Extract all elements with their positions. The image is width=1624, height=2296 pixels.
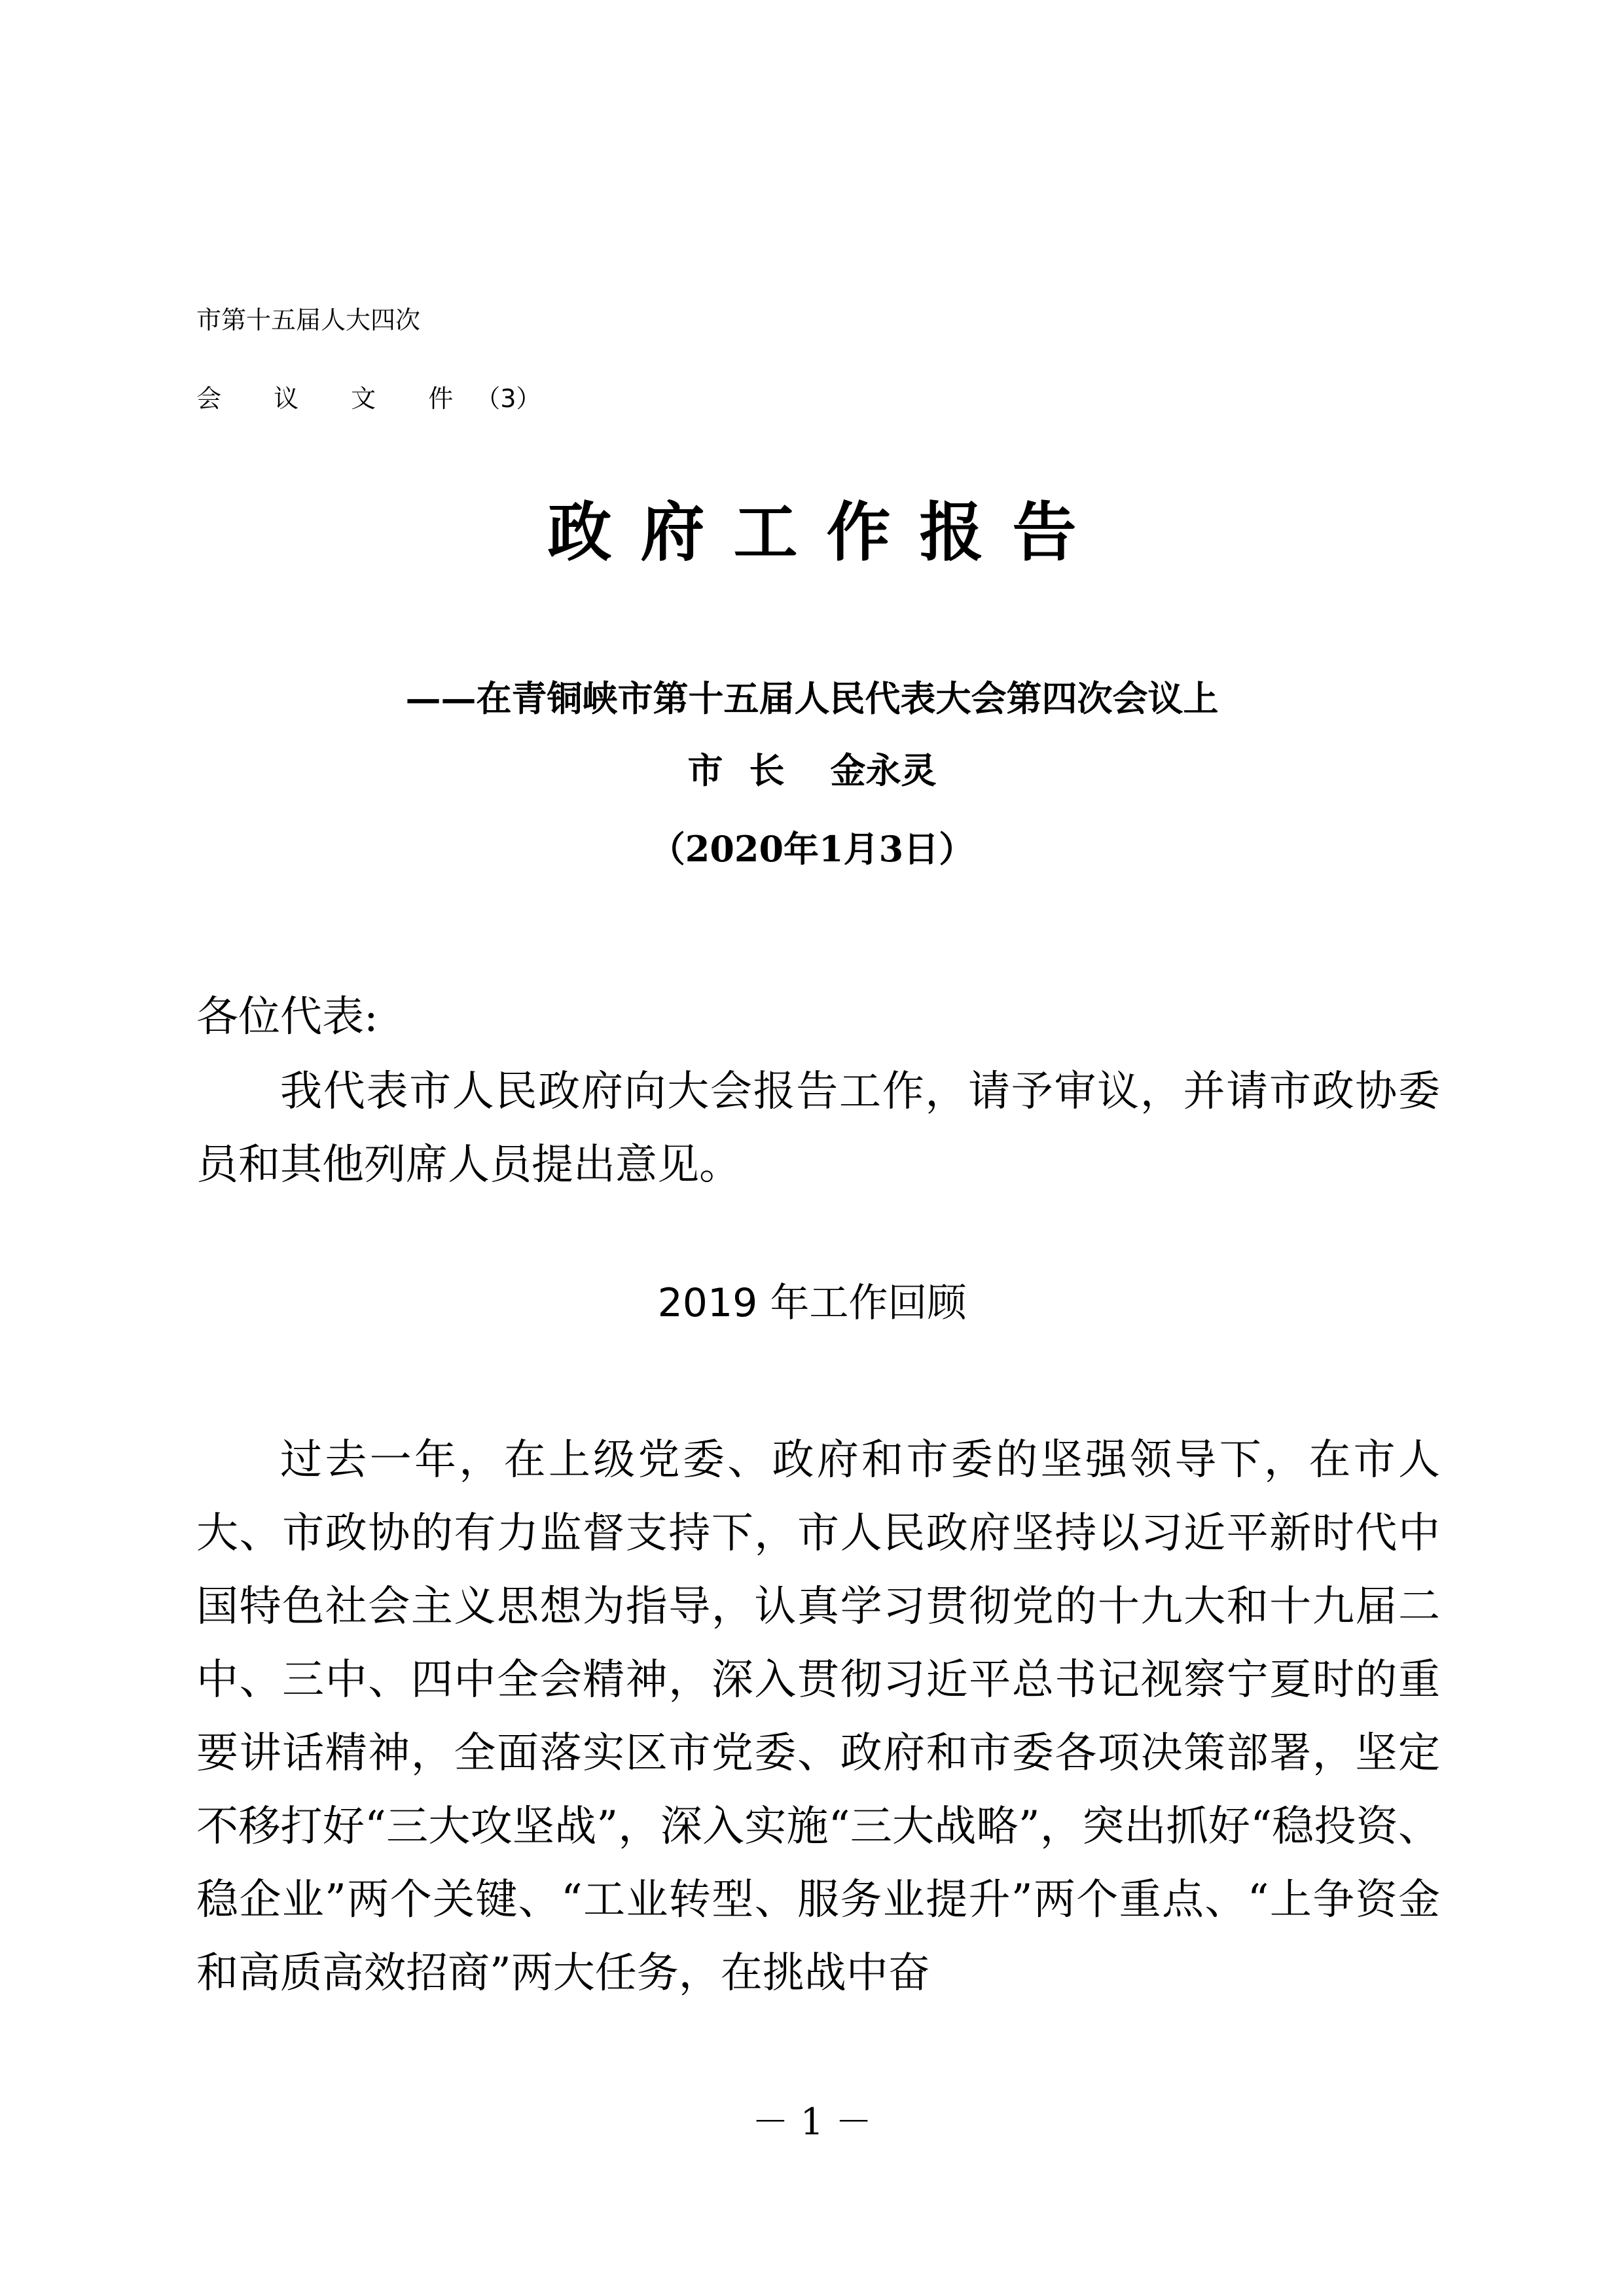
document-label: [196, 386, 541, 411]
salutation: 各位代表:: [196, 993, 378, 1041]
speaker-role: 市长: [687, 749, 811, 791]
session-line: 市第十五届人大四次: [196, 306, 421, 334]
intro-paragraph: 我代表市人民政府向大会报告工作，请予审议，并请市政协委员和其他列席人员提出意见。: [196, 1067, 1440, 1189]
document-label-text: 会 议 文 件: [196, 384, 476, 413]
report-date: （2020年1月3日）: [649, 828, 975, 870]
page-title: 政府工作报告: [547, 495, 1106, 570]
subtitle-speaker: [0, 749, 1624, 791]
document-number: （3）: [475, 384, 541, 413]
speaker-name: 金永灵: [830, 749, 937, 791]
page-number: － 1 －: [751, 2101, 873, 2144]
section-heading: 2019 年工作回顾: [657, 1280, 967, 1326]
review-paragraph: 过去一年，在上级党委、政府和市委的坚强领导下，在市人大、市政协的有力监督支持下，市人民政府坚持以习近平新时代中国特色社会主义思想为指导，认真学习贯彻党的十九大和十九届二中、三中、四中全会精神，深入贯彻习近平总书记视察宁夏时的重要讲话精神，全面落实区市党委、政府和市委各项决策部署，坚定不移打好“三大攻坚战”，深入实施“三大战略”，突出抓好“稳投资、稳企业”两个关键、“工业转型、服务业提升”两个重点、“上争资金和高质高效招商”两大任务，在挑战中奋: [196, 1436, 1440, 1998]
subtitle-venue: ——在青铜峡市第十五届人民代表大会第四次会议上: [405, 677, 1219, 719]
